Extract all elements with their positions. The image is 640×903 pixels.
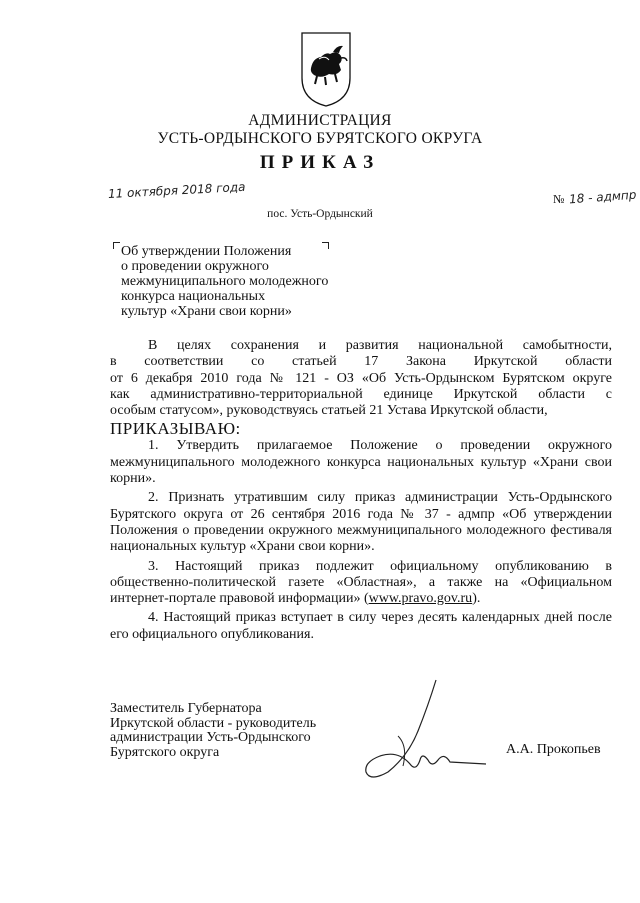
place-of-issue: пос. Усть-Ордынский (267, 208, 373, 220)
subject-line: межмуниципального молодежного (121, 274, 329, 289)
handwritten-order-number: 18 - адмпр (568, 187, 637, 207)
number-label: № (553, 192, 565, 206)
preamble-line: от 6 декабря 2010 года № 121 - ОЗ «Об Усть-Ордынском Бурятском округе (110, 370, 612, 386)
preamble-line: В целях сохранения и развития национальной самобытности, (148, 338, 612, 353)
subject-line: Об утверждении Положения (121, 244, 292, 259)
order-item-3-text: 3. Настоящий приказ подлежит официальному опубликованию в общественно-политической газете «Областная», а также на «Официальном интернет-портале правовой информации» ( (110, 558, 612, 607)
signer-name: А.А. Прокопьев (506, 742, 601, 757)
preamble-line: в соответствии со статьей 17 Закона Иркутской области (110, 354, 612, 370)
organization-name-line1: АДМИНИСТРАЦИЯ (248, 112, 392, 129)
preamble-line: как административно-территориальной единице Иркутской области с (110, 386, 612, 402)
position-line: Заместитель Губернатора (110, 701, 262, 716)
subject-line: конкурса национальных (121, 289, 266, 304)
order-body (110, 338, 612, 643)
handwritten-signature-icon (358, 676, 488, 786)
handwritten-date: 11 октября 2018 года (107, 179, 246, 201)
coat-of-arms-icon (299, 30, 353, 108)
subject-line: культур «Храни свои корни» (121, 304, 292, 319)
pravo-link[interactable]: www.pravo.gov.ru (368, 591, 473, 607)
order-item-1: 1. Утвердить прилагаемое Положение о проведении окружного межмуниципального молодежного конкурса национальных культур «Храни свои корни». (110, 438, 612, 487)
subject-line: о проведении окружного (121, 259, 269, 274)
signatory-position (110, 702, 316, 760)
position-line: Иркутской области - руководитель (110, 715, 317, 731)
position-line: администрации Усть-Ордынского (110, 730, 311, 745)
organization-name-line2: УСТЬ-ОРДЫНСКОГО БУРЯТСКОГО ОКРУГА (157, 130, 483, 147)
position-line: Бурятского округа (110, 744, 220, 760)
order-item-3-end: ). (472, 591, 481, 607)
order-item-3 (110, 559, 612, 608)
order-item-4: 4. Настоящий приказ вступает в силу через десять календарных дней после его официального опубликования. (110, 610, 612, 642)
document-type-title: ПРИКАЗ (259, 152, 381, 173)
order-keyword: ПРИКАЗЫВАЮ: (110, 419, 241, 439)
subject-bracket-left (113, 242, 120, 249)
order-item-2: 2. Признать утратившим силу приказ администрации Усть-Ордынского Бурятского округа от 26 сентября 2016 года № 37 - адмпр «Об утверждении Положения о проведении окружного межмуниципального молодежного фестиваля национальных культур «Храни свои корни». (110, 490, 612, 555)
order-subject (121, 244, 328, 319)
preamble-line: особым статусом», руководствуясь статьей 21 Устава Иркутской области, (110, 403, 548, 419)
